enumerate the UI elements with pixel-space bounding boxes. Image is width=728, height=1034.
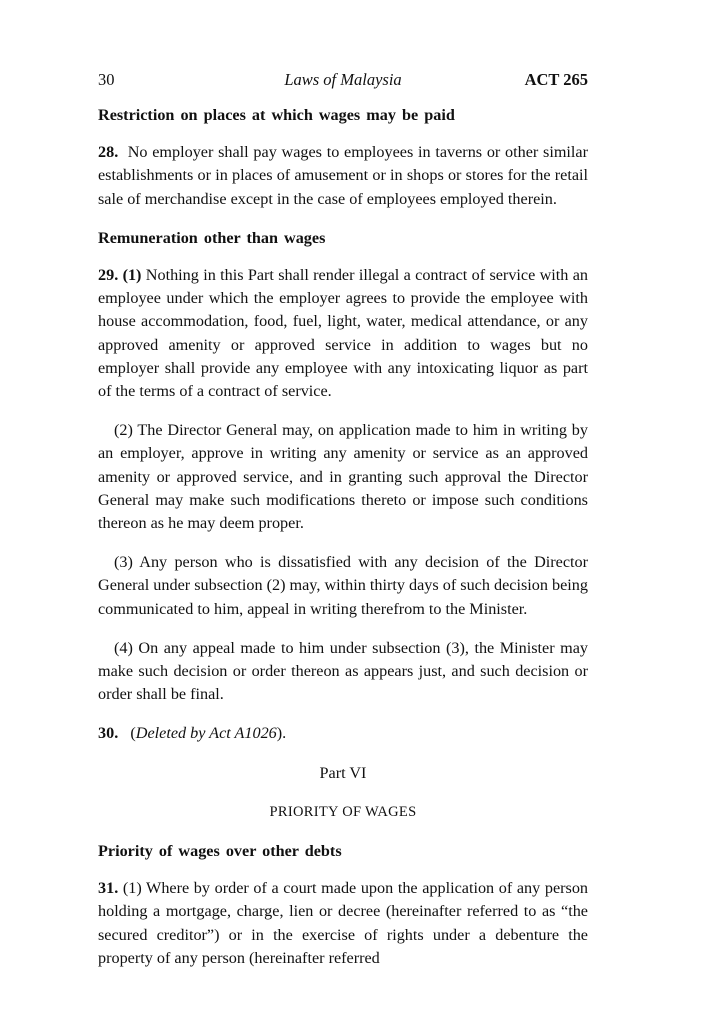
section-30 [98,722,588,745]
part-subtitle: PRIORITY OF WAGES [269,803,417,820]
section-29-subsection-4: (4) On any appeal made to him under subsection (3), the Minister may make such decision or order thereon as appears just, and such decision or order shall be final. [98,638,588,704]
section-30-open: ( [130,724,136,743]
section-28-number: 28. [98,143,119,162]
section-29-subsection-1 [98,264,588,403]
section-28-text [98,141,588,211]
section-28-body: No employer shall pay wages to employees in taverns or other similar establishments or in places of amusement or in shops or stores for the retail sale of merchandise except in the case of employees employed therein. [98,143,589,208]
section-30-number: 30. [98,724,119,743]
section-29-subsection-3: (3) Any person who is dissatisfied with any decision of the Director General under subsection (2) may, within thirty days of such decision being communicated to him, appeal in writing therefrom to the Minister. [98,553,588,618]
section-29-subsection-2: (2) The Director General may, on application made to him in writing by an employer, approve in writing any amenity or service as an approved amenity or approved service, and in granting such approval the Director General may make such modifications thereto or impose such conditions thereon as he may deem proper. [98,421,588,533]
document-body [98,104,588,970]
part-title: Part VI [319,763,367,782]
publication-title: Laws of Malaysia [284,70,402,89]
section-29-number: 29. (1) [98,266,142,285]
act-number: ACT 265 [524,70,588,89]
section-31-text [98,877,588,970]
running-header [98,70,588,92]
section-28-heading: Restriction on places at which wages may be paid [98,106,455,124]
section-29-subsection-1-body: Nothing in this Part shall render illegal a contract of service with an employee under which the employer agrees to provide the employee with house accommodation, food, fuel, light, water, medical attendance, or any approved amenity or approved service in addition to wages but no employer shall provide any employee with any intoxicating liquor as part of the terms of a contract of service. [98,266,589,401]
section-30-close: ). [276,724,287,743]
section-30-note: Deleted by Act A1026 [135,724,277,743]
section-31-heading: Priority of wages over other debts [98,842,342,861]
section-31-number: 31. [98,879,119,898]
section-29-heading: Remuneration other than wages [98,228,326,247]
section-31-body: (1) Where by order of a court made upon the application of any person holding a mortgage, charge, lien or decree (hereinafter referred to as “the secured creditor”) or in the exercise of rights under a debenture the property of any person (hereinafter referred [98,879,589,967]
page-number: 30 [98,70,115,89]
